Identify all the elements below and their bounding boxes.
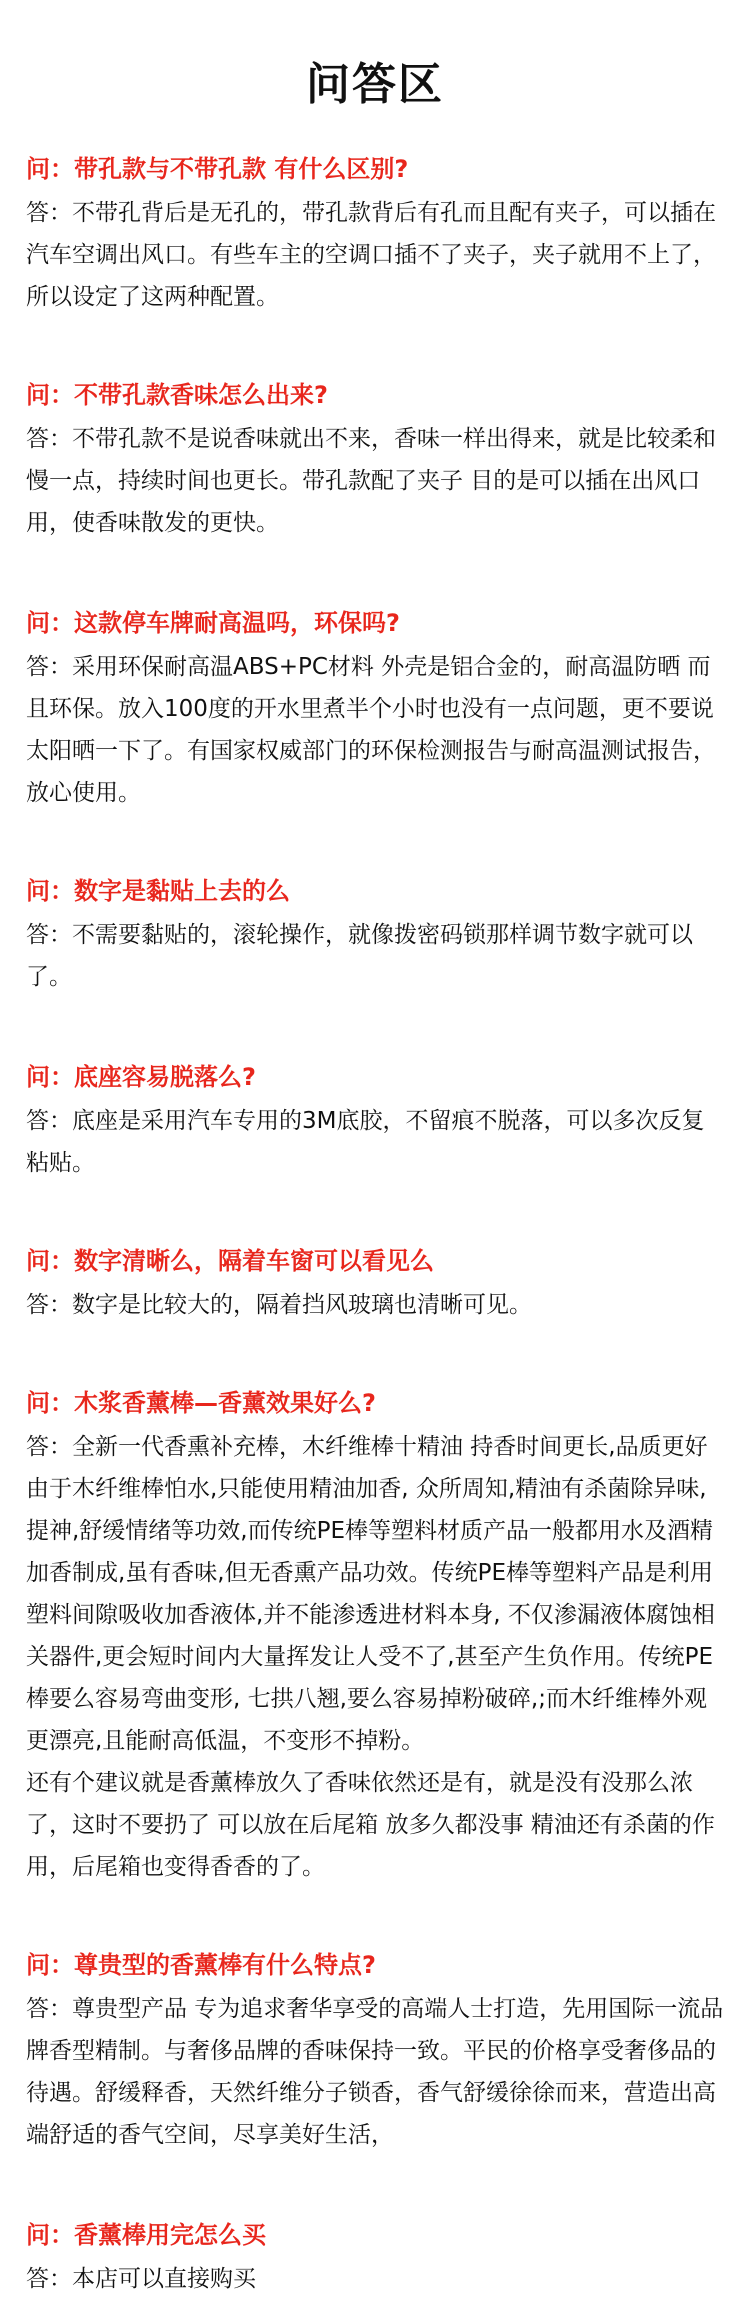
- answer-extra: 还有个建议就是香薰棒放久了香味依然还是有，就是没有没那么浓了，这时不要扔了 可以放在后尾箱 放多久都没事 精油还有杀菌的作用，后尾箱也变得香香的了。: [26, 1770, 715, 1880]
- qa-item-heat-resistance: [26, 606, 724, 814]
- page-title: 问答区: [306, 59, 444, 110]
- answer: 答：不带孔背后是无孔的，带孔款背后有孔而且配有夹子，可以插在汽车空调出风口。有些车主的空调口插不了夹子，夹子就用不上了，所以设定了这两种配置。: [26, 200, 716, 310]
- question: 问：这款停车牌耐高温吗，环保吗?: [26, 609, 400, 637]
- qa-item-digit-visibility: [26, 1244, 724, 1326]
- qa-item-repurchase: [26, 2218, 724, 2300]
- question: 问：木浆香薰棒—香薰效果好么?: [26, 1389, 376, 1417]
- answer: 答：底座是采用汽车专用的3M底胶，不留痕不脱落，可以多次反复粘贴。: [26, 1108, 705, 1176]
- question: 问：带孔款与不带孔款 有什么区别?: [26, 155, 409, 183]
- qa-item-base-adhesion: [26, 1060, 724, 1184]
- question: 问：不带孔款香味怎么出来?: [26, 381, 328, 409]
- answer: 答：数字是比较大的，隔着挡风玻璃也清晰可见。: [26, 1292, 532, 1318]
- qa-item-premium-aroma-stick: [26, 1948, 724, 2156]
- answer: 答：本店可以直接购买: [26, 2266, 256, 2292]
- question: 问：底座容易脱落么?: [26, 1063, 256, 1091]
- qa-item-wood-aroma-stick: [26, 1386, 724, 1888]
- question: 问：数字是黏贴上去的么: [26, 877, 290, 905]
- answer: 答：不带孔款不是说香味就出不来，香味一样出得来，就是比较柔和慢一点，持续时间也更长。带孔款配了夹子 目的是可以插在出风口用，使香味散发的更快。: [26, 426, 716, 536]
- answer: 答：尊贵型产品 专为追求奢华享受的高端人士打造，先用国际一流品牌香型精制。与奢侈品牌的香味保持一致。平民的价格享受奢侈品的待遇。舒缓释香，天然纤维分子锁香，香气舒缓徐徐而来，营造出高端舒适的香气空间，尽享美好生活，: [26, 1996, 724, 2148]
- question: 问：尊贵型的香薰棒有什么特点?: [26, 1951, 376, 1979]
- qa-list: [26, 152, 724, 2300]
- answer: 答：全新一代香熏补充棒，木纤维棒十精油 持香时间更长,品质更好 由于木纤维棒怕水,只能使用精油加香, 众所周知,精油有杀菌除异味,提神,舒缓情绪等功效,而传统PE棒等塑料材质产品一般都用水及酒精加香制成,虽有香味,但无香熏产品功效。传统PE棒等塑料产品是利用塑料间隙吸收加香液体,并不能渗透进材料本身, 不仅渗漏液体腐蚀相关器件,更会短时间内大量挥发让人受不了,甚至产生负作用。传统PE棒要么容易弯曲变形, 七拱八翘,要么容易掉粉破碎,;而木纤维棒外观更漂亮,且能耐高低温，不变形不掉粉。: [26, 1434, 715, 1754]
- answer: 答：不需要黏贴的，滚轮操作，就像拨密码锁那样调节数字就可以了。: [26, 922, 693, 990]
- answer: 答：采用环保耐高温ABS+PC材料 外壳是铝合金的，耐高温防晒 而且环保。放入100度的开水里煮半个小时也没有一点问题，更不要说太阳晒一下了。有国家权威部门的环保检测报告与耐高温测试报告，放心使用。: [26, 654, 716, 806]
- qa-item-fragrance-release: [26, 378, 724, 544]
- question: 问：香薰棒用完怎么买: [26, 2221, 266, 2249]
- qa-item-digits-sticker: [26, 874, 724, 998]
- qa-item-hole-difference: [26, 152, 724, 318]
- question: 问：数字清晰么，隔着车窗可以看见么: [26, 1247, 434, 1275]
